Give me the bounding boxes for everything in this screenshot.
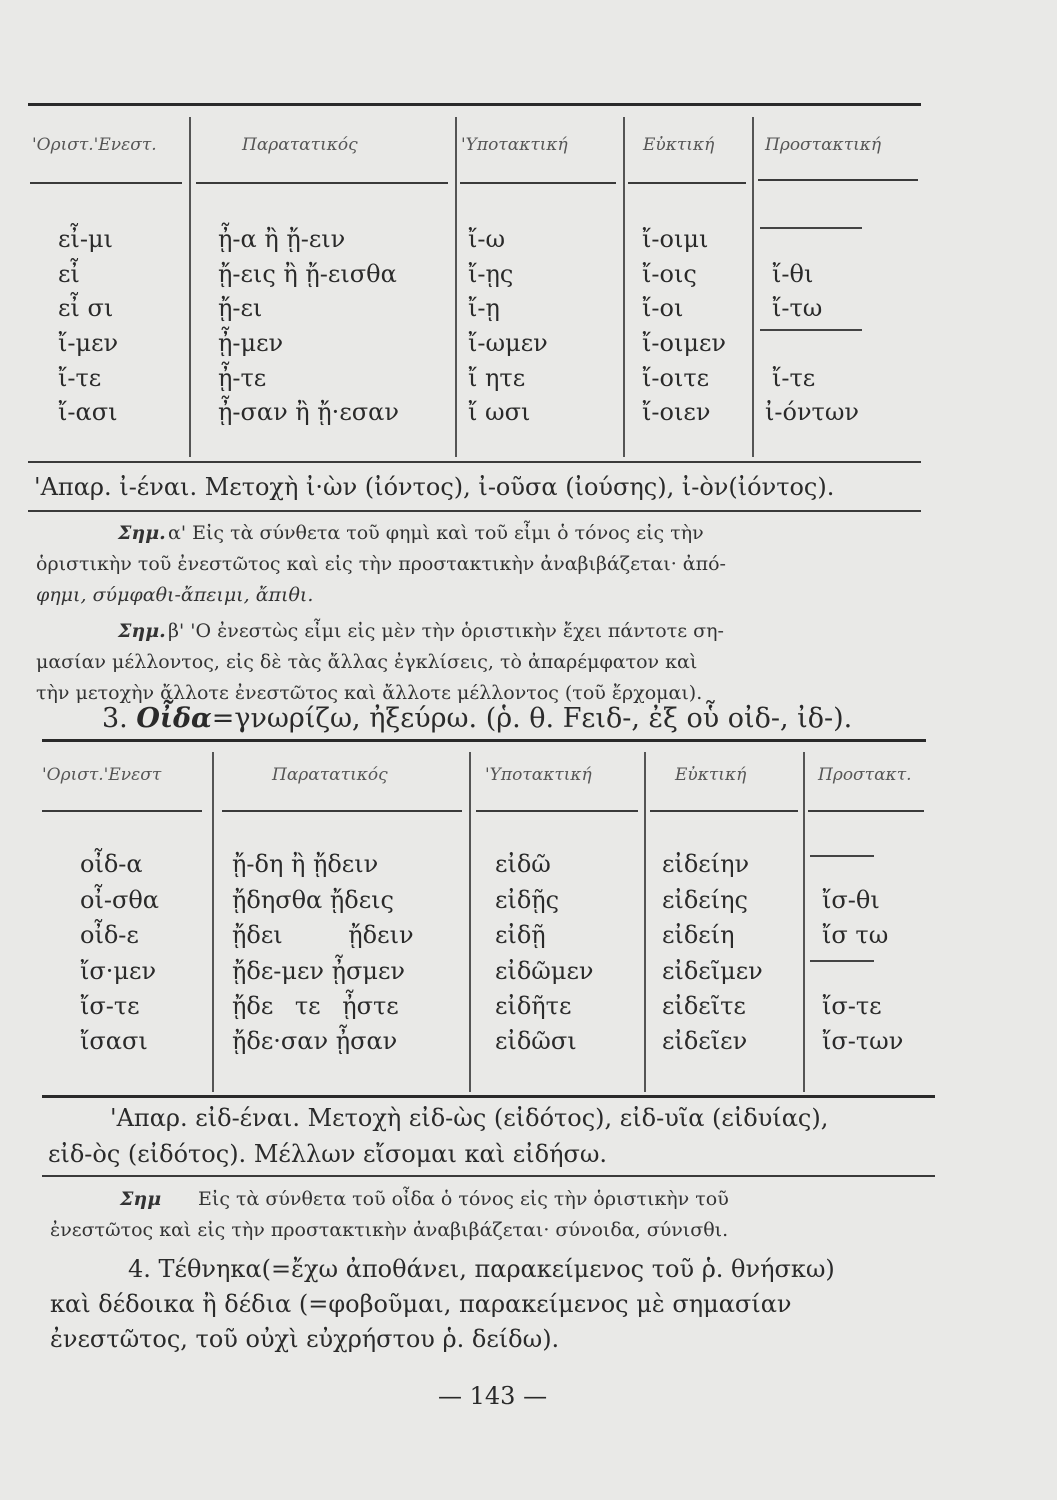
- table-cell: ἴ-οιεν: [642, 398, 711, 426]
- table1-header-optative: Εὐκτική: [643, 135, 715, 155]
- table-cell: ᾔ-δη ἢ ᾔδειν: [232, 850, 379, 878]
- table2-header-indicative: 'Οριστ.'Ενεστ: [42, 765, 162, 785]
- table2-header-rule: [42, 810, 202, 812]
- table2-column-divider: [212, 752, 214, 1092]
- table-cell: ἴ-τε: [58, 364, 102, 392]
- table1-header-rule: [196, 182, 448, 184]
- table1-header-rule: [30, 182, 182, 184]
- table1-header-rule: [460, 182, 616, 184]
- table-cell: εἰδῶμεν: [495, 957, 594, 985]
- empty-cell-dash: [810, 960, 874, 962]
- table-cell: ἴσ-των: [822, 1027, 904, 1055]
- table-cell: εἰδείην: [662, 850, 750, 878]
- table-cell: ᾔδε τε ᾖστε: [232, 992, 399, 1020]
- table-cell: ἴ-ασι: [58, 398, 118, 426]
- table-cell: εἶ: [58, 260, 80, 288]
- table2-column-divider: [469, 752, 471, 1092]
- table-cell: ἴ-θι: [772, 260, 814, 288]
- section3-word: Οἶδα: [136, 703, 212, 734]
- table-cell: εἰδεῖεν: [662, 1027, 748, 1055]
- page-number: — 143 —: [438, 1382, 548, 1410]
- table-cell: εἰδῶσι: [495, 1027, 577, 1055]
- table-cell: οἶδ-α: [80, 850, 143, 878]
- table-cell: ᾖ-τε: [218, 364, 267, 392]
- table-cell: ἴ-μεν: [58, 329, 119, 357]
- table-cell: ἴ-τε: [772, 364, 816, 392]
- table1-header-imperative: Προστακτική: [765, 135, 882, 155]
- table2-footer-line2: εἰδ-ὸς (εἰδότος). Μέλλων εἴσομαι καὶ εἰδήσω.: [48, 1140, 608, 1168]
- table1-column-divider: [752, 117, 754, 457]
- table1-header-imperfect: Παρατατικός: [242, 135, 358, 155]
- table-cell: ἴ-ω: [468, 225, 506, 253]
- table-cell: ἴ ωσι: [468, 398, 531, 426]
- table-cell: ἴ-ῃ: [468, 294, 500, 322]
- table1-header-rule: [758, 179, 918, 181]
- table-cell: ἴ ητε: [468, 364, 526, 392]
- table-cell: ἴ-οιτε: [642, 364, 710, 392]
- table-cell: εἶ σι: [58, 294, 114, 322]
- note2-line3: τὴν μετοχὴν ἄλλοτε ἐνεστῶτος καὶ ἄλλοτε μέλλοντος (τοῦ ἔρχομαι).: [36, 682, 703, 704]
- table1-header-rule: [628, 182, 746, 184]
- note2-line1: β' 'Ο ἐνεστὼς εἶμι εἰς μὲν τὴν ὁριστικὴν ἔχει πάντοτε ση-: [168, 620, 724, 642]
- note3-line2: ἐνεστῶτος καὶ εἰς τὴν προστακτικὴν ἀναβιβάζεται· σύνοιδα, σύνισθι.: [50, 1219, 729, 1241]
- note1-line1: α' Εἰς τὰ σύνθετα τοῦ φημὶ καὶ τοῦ εἶμι ὁ τόνος εἰς τὴν: [168, 522, 704, 544]
- table2-header-rule: [222, 810, 462, 812]
- table2-header-imperative: Προστακτ.: [818, 765, 912, 785]
- section3-heading: [102, 703, 852, 734]
- table-cell: οἶδ-ε: [80, 921, 139, 949]
- note2-line2: μασίαν μέλλοντος, εἰς δὲ τὰς ἄλλας ἐγκλίσεις, τὸ ἀπαρέμφατον καὶ: [36, 651, 698, 673]
- table1-footer-rule: [28, 510, 921, 512]
- table1-column-divider: [189, 117, 191, 457]
- table1-column-divider: [455, 117, 457, 457]
- table-cell: ἴ-ῃς: [468, 260, 514, 288]
- note1-line3: φημι, σύμφαθι-ἄπειμι, ἄπιθι.: [36, 584, 314, 606]
- note3-label: Σημ: [120, 1188, 162, 1210]
- note3-line1: Εἰς τὰ σύνθετα τοῦ οἶδα ὁ τόνος εἰς τὴν ὁριστικὴν τοῦ: [198, 1188, 729, 1210]
- note1-label: Σημ.: [118, 522, 166, 544]
- table2-header-imperfect: Παρατατικός: [272, 765, 388, 785]
- table-cell: ᾔδησθα ᾔδεις: [232, 886, 394, 914]
- empty-cell-dash: [810, 855, 874, 857]
- table-cell: ἴσ-τε: [80, 992, 140, 1020]
- table-cell: οἶ-σθα: [80, 886, 160, 914]
- note2-label: Σημ.: [118, 620, 166, 642]
- section3-number: 3.: [102, 703, 128, 734]
- table-cell: ἴσασι: [80, 1027, 148, 1055]
- table-cell: εἰδείης: [662, 886, 748, 914]
- table2-column-divider: [644, 752, 646, 1092]
- table-cell: ἴ-οιμεν: [642, 329, 726, 357]
- table-cell: εἰδείη: [662, 921, 735, 949]
- table-cell: ἴ-οις: [642, 260, 697, 288]
- table1-header-subjunctive: 'Υποτακτική: [461, 135, 568, 155]
- table-cell: ἴ-τω: [772, 294, 823, 322]
- table-cell: ἴσ-θι: [822, 886, 880, 914]
- table1-header-indicative: 'Οριστ.'Ενεστ.: [32, 135, 157, 155]
- table-cell: ᾔ-εις ἢ ᾔ-εισθα: [218, 260, 397, 288]
- section4-line3: ἐνεστῶτος, τοῦ οὐχὶ εὐχρήστου ῥ. δείδω).: [50, 1325, 560, 1353]
- table-cell: ᾔδε·σαν ᾖσαν: [232, 1027, 398, 1055]
- table-cell: εἰδεῖμεν: [662, 957, 763, 985]
- table-cell: ἴσ-τε: [822, 992, 882, 1020]
- table-cell: ἰ-όντων: [765, 398, 859, 426]
- table-cell: ἴ-οιμι: [642, 225, 709, 253]
- table2-footer-line1: 'Απαρ. εἰδ-έναι. Μετοχὴ εἰδ-ὼς (εἰδότος), εἰδ-υῖα (εἰδυίας),: [110, 1104, 829, 1132]
- section4-line1: 4. Τέθνηκα(=ἔχω ἀποθάνει, παρακείμενος τοῦ ῥ. θνήσκω): [128, 1255, 835, 1283]
- table2-header-subjunctive: 'Υποτακτική: [485, 765, 592, 785]
- empty-cell-dash: [760, 227, 862, 229]
- table-cell: ᾖ-μεν: [218, 329, 284, 357]
- table-cell: εἰδεῖτε: [662, 992, 746, 1020]
- section3-rest: =γνωρίζω, ἠξεύρω. (ῥ. θ. Fειδ-, ἐξ οὗ οἰδ-, ἰδ-).: [211, 703, 853, 734]
- table2-header-rule: [476, 810, 638, 812]
- table-cell: ἴσ·μεν: [80, 957, 157, 985]
- table-cell: ἴ-οι: [642, 294, 684, 322]
- table-cell: εἰδῇς: [495, 886, 560, 914]
- table2-column-divider: [803, 752, 805, 1092]
- table-cell: ἴ-ωμεν: [468, 329, 548, 357]
- empty-cell-dash: [760, 329, 862, 331]
- table2-header-optative: Εὐκτική: [675, 765, 747, 785]
- table2-top-rule: [42, 739, 926, 742]
- table-cell: ᾔ-ει: [218, 294, 263, 322]
- table-cell: ἴσ τω: [822, 921, 889, 949]
- table-cell: εἰδῆτε: [495, 992, 572, 1020]
- note1-line2: ὁριστικὴν τοῦ ἐνεστῶτος καὶ εἰς τὴν προστακτικὴν ἀναβιβάζεται· ἀπό-: [36, 553, 726, 575]
- table1-bottom-rule: [28, 461, 921, 463]
- table2-header-rule: [650, 810, 798, 812]
- table-cell: εἰδῇ: [495, 921, 546, 949]
- table2-header-rule: [808, 810, 924, 812]
- table-cell: ᾔδει ᾔδειν: [232, 921, 414, 949]
- table-cell: εἰδῶ: [495, 850, 551, 878]
- table1-footer: 'Απαρ. ἰ-έναι. Μετοχὴ ἰ·ὼν (ἰόντος), ἰ-οῦσα (ἰούσης), ἰ-ὸν(ἰόντος).: [34, 473, 835, 501]
- section4-line2: καὶ δέδοικα ἢ δέδια (=φοβοῦμαι, παρακείμενος μὲ σημασίαν: [50, 1290, 792, 1318]
- table1-column-divider: [623, 117, 625, 457]
- table-cell: ᾖ-σαν ἢ ᾔ·εσαν: [218, 398, 399, 426]
- table-cell: ᾖ-α ἢ ᾔ-ειν: [218, 225, 346, 253]
- table1-top-rule: [28, 103, 921, 106]
- table-cell: εἶ-μι: [58, 225, 113, 253]
- table-cell: ᾔδε-μεν ᾖσμεν: [232, 957, 406, 985]
- table2-bottom-rule: [42, 1095, 935, 1098]
- table2-footer-rule: [42, 1175, 935, 1177]
